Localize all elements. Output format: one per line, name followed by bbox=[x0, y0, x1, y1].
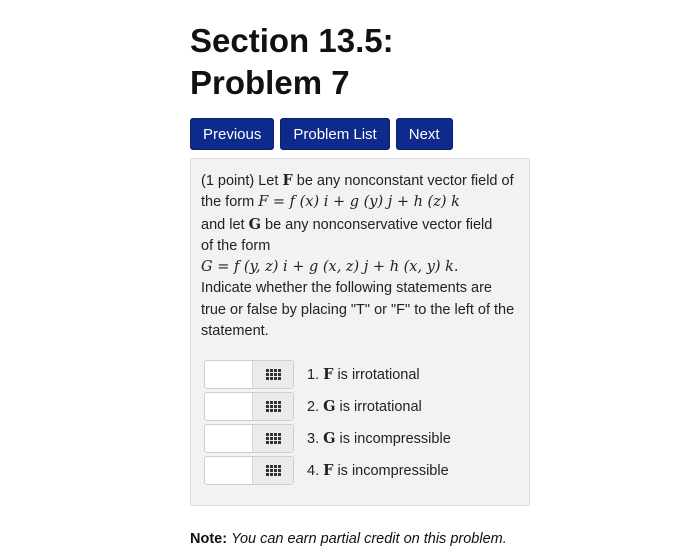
note-label: Note: bbox=[190, 531, 228, 547]
statement-number: 1. bbox=[307, 366, 320, 383]
answer-input-1[interactable] bbox=[205, 361, 253, 388]
answer-field bbox=[204, 424, 294, 453]
statement-number: 2. bbox=[307, 398, 320, 415]
note-text: You can earn partial credit on this problem. bbox=[231, 531, 507, 547]
symbol-picker-button[interactable] bbox=[253, 361, 293, 388]
statement-label bbox=[307, 462, 449, 479]
points-label: (1 point) bbox=[201, 173, 255, 189]
answer-input-2[interactable] bbox=[205, 393, 253, 420]
text-of-form-2: of the form bbox=[201, 237, 271, 254]
title-line-problem: Problem 7 bbox=[190, 64, 350, 101]
statement-symbol: F bbox=[323, 365, 334, 383]
answer-input-3[interactable] bbox=[205, 425, 253, 452]
symbol-picker-button[interactable] bbox=[253, 457, 293, 484]
symbol-G: G bbox=[248, 215, 261, 233]
answer-list bbox=[201, 358, 519, 486]
text-be-nonconservative: be any nonconservative vector field bbox=[265, 216, 493, 233]
answer-row bbox=[201, 454, 519, 486]
statement-symbol: G bbox=[323, 397, 336, 415]
problem-text bbox=[201, 170, 519, 342]
partial-credit-note bbox=[190, 531, 507, 547]
statement-number: 4. bbox=[307, 462, 320, 479]
statement-text: is incompressible bbox=[339, 430, 451, 447]
text-and-let: and let bbox=[201, 216, 245, 233]
page-title bbox=[190, 20, 394, 104]
symbol-picker-button[interactable] bbox=[253, 425, 293, 452]
statement-number: 3. bbox=[307, 430, 320, 447]
answer-field bbox=[204, 456, 294, 485]
statement-symbol: F bbox=[323, 461, 334, 479]
formula-F: F = f (x) i + g (y) j + h (z) k bbox=[258, 194, 460, 211]
problem-panel bbox=[190, 158, 530, 506]
answer-row bbox=[201, 358, 519, 390]
answer-row bbox=[201, 390, 519, 422]
text-be-nonconstant: be any nonconstant vector field bbox=[296, 173, 498, 189]
statement-text: is irrotational bbox=[339, 398, 422, 415]
instructions: Indicate whether the following statements are true or false by placing "T" or "F" to the left of the statement. bbox=[201, 280, 515, 340]
problem-nav bbox=[190, 118, 453, 150]
next-button[interactable]: Next bbox=[396, 118, 453, 150]
symbol-picker-button[interactable] bbox=[253, 393, 293, 420]
answer-field bbox=[204, 360, 294, 389]
grid-icon bbox=[266, 401, 281, 412]
grid-icon bbox=[266, 369, 281, 380]
statement-symbol: G bbox=[323, 429, 336, 447]
statement-text: is irrotational bbox=[337, 366, 420, 383]
previous-button[interactable]: Previous bbox=[190, 118, 274, 150]
formula-G: G = f (y, z) i + g (x, z) j + h (x, y) k. bbox=[201, 259, 459, 276]
grid-icon bbox=[266, 433, 281, 444]
statement-label bbox=[307, 398, 422, 415]
statement-text: is incompressible bbox=[337, 462, 449, 479]
answer-row bbox=[201, 422, 519, 454]
text-of-form: of the form bbox=[201, 173, 514, 211]
problem-list-button[interactable]: Problem List bbox=[280, 118, 389, 150]
statement-label bbox=[307, 366, 420, 383]
intro-let: Let bbox=[258, 173, 279, 189]
grid-icon bbox=[266, 465, 281, 476]
symbol-F: F bbox=[282, 172, 293, 189]
title-line-section: Section 13.5: bbox=[190, 22, 394, 59]
answer-input-4[interactable] bbox=[205, 457, 253, 484]
statement-label bbox=[307, 430, 451, 447]
answer-field bbox=[204, 392, 294, 421]
